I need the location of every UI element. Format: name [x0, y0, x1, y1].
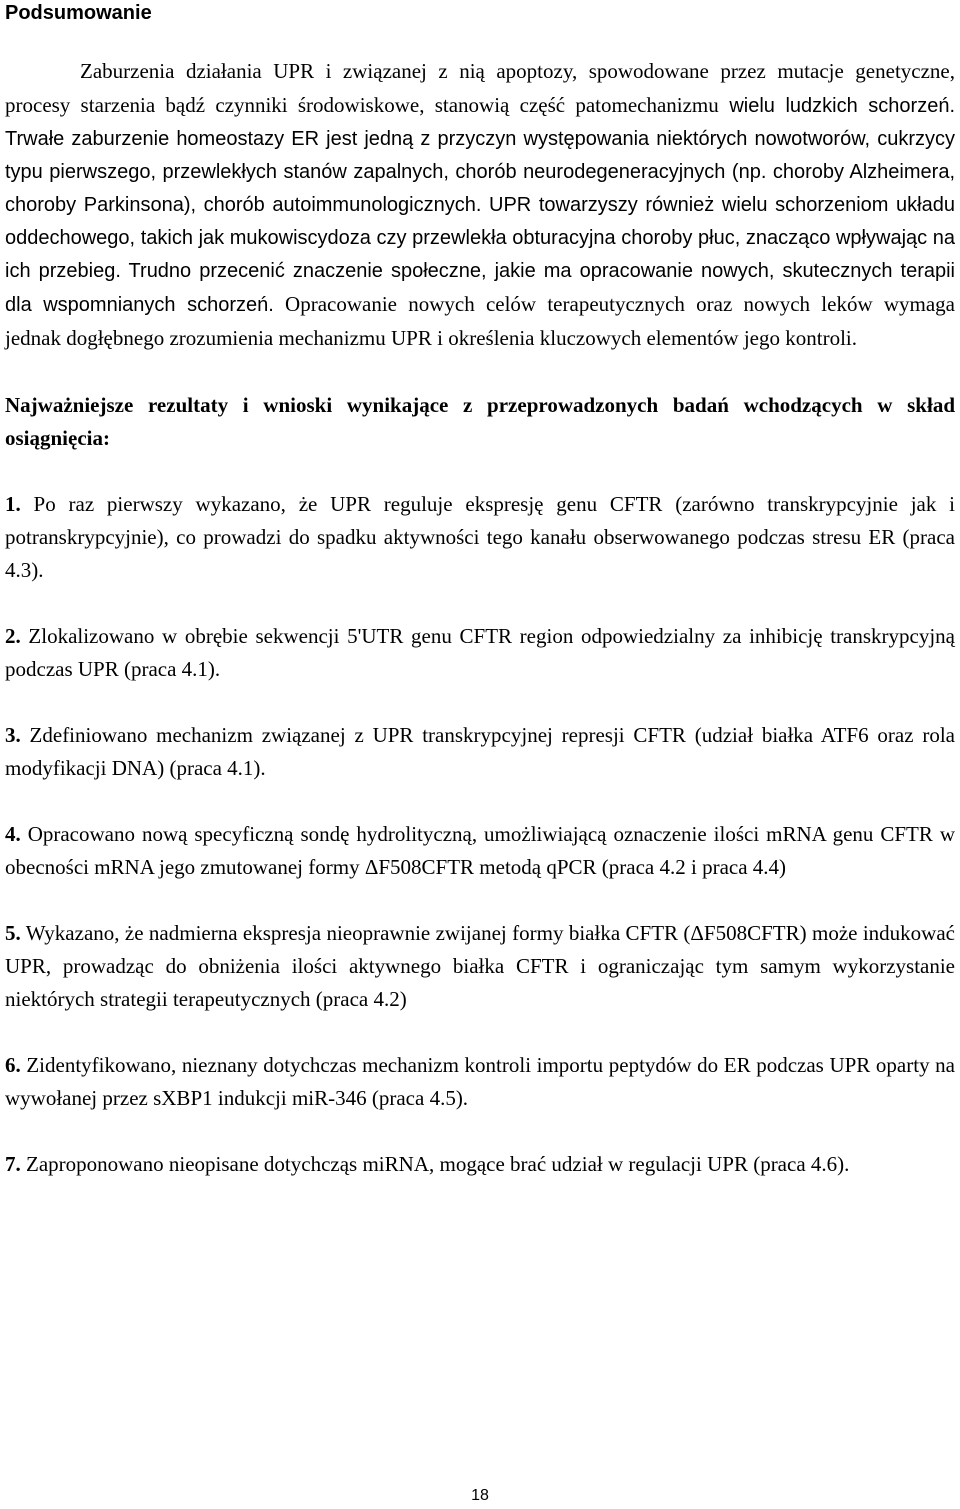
summary-paragraph [5, 55, 955, 356]
summary-text-part3: Opracowanie nowych celów terapeutycznych oraz nowych leków wymaga jednak dogłębnego zrozumienia mechanizmu UPR i określenia kluczowych elementów jego kontroli. [5, 292, 955, 350]
section-heading: Podsumowanie [5, 2, 152, 24]
result-number: 3. [5, 723, 21, 747]
result-item [5, 917, 955, 1016]
result-text: Zdefiniowano mechanizm związanej z UPR transkrypcyjnej represji CFTR (udział białka ATF6 oraz rola modyfikacji DNA) (praca 4.1). [5, 723, 955, 780]
result-item [5, 818, 955, 884]
summary-text-part2: wielu ludzkich schorzeń. Trwałe zaburzenie homeostazy ER jest jedną z przyczyn występowania niektórych nowotworów, cukrzycy typu pierwszego, przewlekłych stanów zapalnych, chorób neurodegeneracyjnych (np. choroby Alzheimera, choroby Parkinsona), chorób autoimmunologicznych. UPR towarzyszy również wielu schorzeniom układu oddechowego, takich jak mukowiscydoza czy przewlekła obturacyjna choroby płuc, znacząco wpływając na ich przebieg. Trudno przecenić znaczenie społeczne, jakie ma opracowanie nowych, skutecznych terapii dla wspomnianych schorzeń. [5, 95, 956, 316]
page-number: 18 [471, 1487, 489, 1504]
result-item [5, 1049, 955, 1115]
result-number: 5. [5, 921, 21, 945]
result-item [5, 719, 955, 785]
document-page [5, 0, 955, 1181]
result-text: Po raz pierwszy wykazano, że UPR reguluje ekspresję genu CFTR (zarówno transkrypcyjnie jak i potranskrypcyjnie), co prowadzi do spadku aktywności tego kanału obserwowanego podczas stresu ER (praca 4.3). [5, 492, 955, 582]
result-text: Opracowano nową specyficzną sondę hydrolityczną, umożliwiającą oznaczenie ilości mRNA genu CFTR w obecności mRNA jego zmutowanej formy ΔF508CFTR metodą qPCR (praca 4.2 i praca 4.4) [5, 822, 955, 879]
results-list [5, 488, 955, 1181]
result-item [5, 488, 955, 587]
summary-text-part1: Zaburzenia działania UPR i związanej z nią apoptozy, spowodowane przez mutacje genetyczne, procesy starzenia bądź czynniki środowiskowe, stanowią część patomechanizmu [5, 59, 955, 117]
result-text: Zlokalizowano w obrębie sekwencji 5'UTR genu CFTR region odpowiedzialny za inhibicję transkrypcyjną podczas UPR (praca 4.1). [5, 624, 955, 681]
result-number: 6. [5, 1053, 21, 1077]
result-number: 2. [5, 624, 21, 648]
result-text: Zidentyfikowano, nieznany dotychczas mechanizm kontroli importu peptydów do ER podczas UPR oparty na wywołanej przez sXBP1 indukcji miR-346 (praca 4.5). [5, 1053, 955, 1110]
result-text: Wykazano, że nadmierna ekspresja nieoprawnie zwijanej formy białka CFTR (ΔF508CFTR) może indukować UPR, prowadząc do obniżenia ilości aktywnego białka CFTR i ograniczając tym samym wykorzystanie niektórych strategii terapeutycznych (praca 4.2) [5, 921, 955, 1011]
result-item [5, 620, 955, 686]
result-text: Zaproponowano nieopisane dotychcząs miRNA, mogące brać udział w regulacji UPR (praca 4.6). [20, 1152, 850, 1176]
result-item [5, 1148, 955, 1181]
result-number: 7. [5, 1152, 21, 1176]
results-heading: Najważniejsze rezultaty i wnioski wynikające z przeprowadzonych badań wchodzących w skład osiągnięcia: [5, 393, 955, 450]
result-number: 4. [5, 822, 21, 846]
result-number: 1. [5, 492, 21, 516]
